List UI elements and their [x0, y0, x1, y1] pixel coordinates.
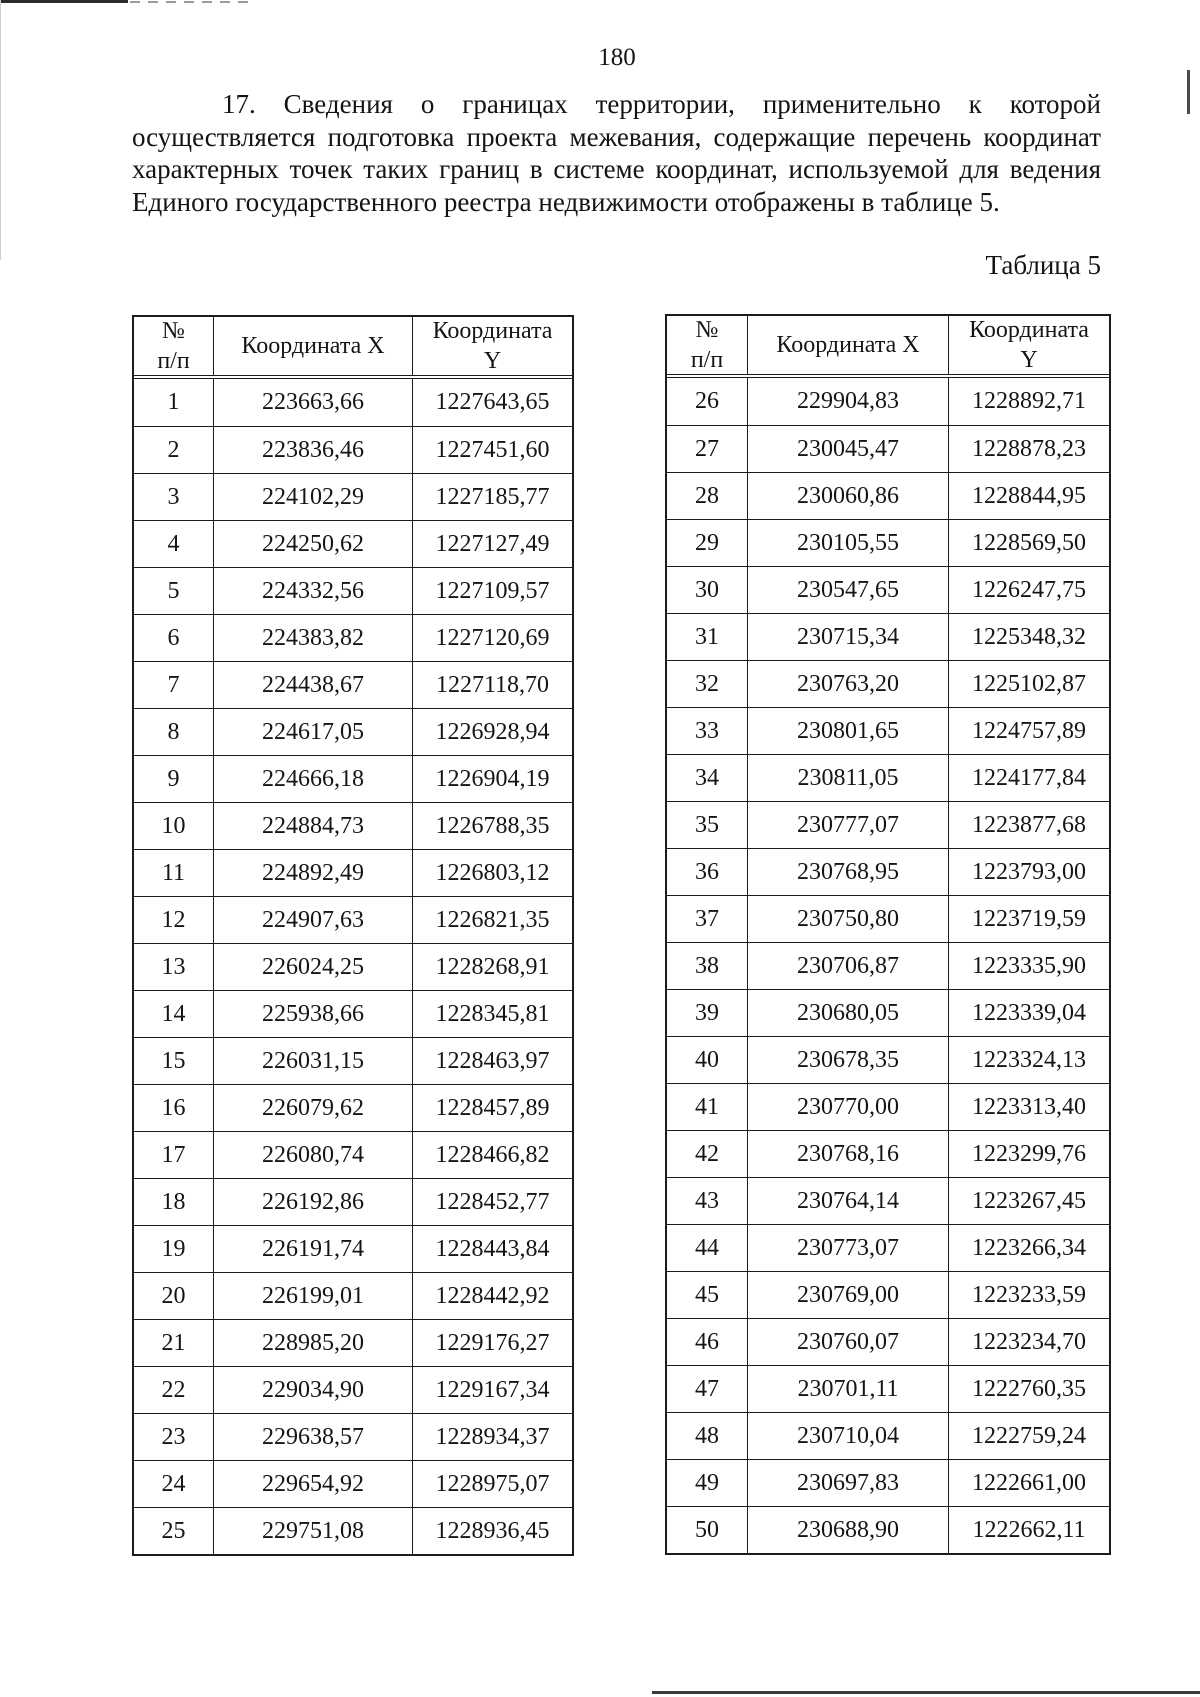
- coordinate-x-cell: 230801,65: [747, 708, 948, 754]
- point-number-cell: 7: [167, 671, 180, 698]
- point-number-cell: 19: [161, 1235, 186, 1262]
- coordinate-x-cell: 230768,95: [747, 849, 948, 895]
- coordinate-x-cell: 230773,07: [747, 1225, 948, 1271]
- table-row: [667, 754, 1109, 801]
- coordinate-x-cell: 226192,86: [213, 1179, 412, 1225]
- coordinate-x-cell: 224892,49: [213, 850, 412, 896]
- coordinate-x-cell: 224617,05: [213, 709, 412, 755]
- coordinate-x-cell: 230105,55: [747, 520, 948, 566]
- coordinate-y-cell: 1227127,49: [412, 521, 572, 567]
- header-text: Координата X: [241, 333, 385, 359]
- coordinate-y-cell: 1228443,84: [412, 1226, 572, 1272]
- table-row: [667, 519, 1109, 566]
- point-number-cell: 48: [695, 1422, 719, 1449]
- coordinate-y-cell: 1228345,81: [412, 991, 572, 1037]
- point-number-cell: 38: [695, 952, 719, 979]
- table-row: [667, 472, 1109, 519]
- point-number-cell: 28: [695, 482, 719, 509]
- table-row: [134, 1084, 572, 1131]
- coordinate-x-cell: 229751,08: [213, 1508, 412, 1554]
- coordinate-x-cell: 230701,11: [747, 1366, 948, 1412]
- point-number-cell: 2: [167, 436, 180, 463]
- header-text: Y: [1020, 347, 1038, 373]
- coordinate-y-cell: 1227643,65: [412, 379, 572, 426]
- coordinate-y-cell: 1223267,45: [948, 1178, 1109, 1224]
- coordinate-y-cell: 1228442,92: [412, 1273, 572, 1319]
- coordinate-x-cell: 228985,20: [213, 1320, 412, 1366]
- coordinate-y-cell: 1222662,11: [948, 1507, 1109, 1553]
- coordinate-y-cell: 1228934,37: [412, 1414, 572, 1460]
- coordinate-x-cell: 224907,63: [213, 897, 412, 943]
- header-coordinate-y: [412, 317, 572, 375]
- coordinate-x-cell: 226024,25: [213, 944, 412, 990]
- coordinate-x-cell: 230697,83: [747, 1460, 948, 1506]
- coordinate-y-cell: 1223324,13: [948, 1037, 1109, 1083]
- table-row: [667, 707, 1109, 754]
- coordinate-x-cell: 230547,65: [747, 567, 948, 613]
- point-number-cell: 37: [695, 905, 719, 932]
- coordinate-y-cell: 1228936,45: [412, 1508, 572, 1554]
- table-row: [134, 1131, 572, 1178]
- point-number-cell: 31: [695, 623, 719, 650]
- point-number-cell: 6: [167, 624, 180, 651]
- header-point-number: [134, 317, 213, 375]
- table-row: [134, 1460, 572, 1507]
- coordinate-x-cell: 226080,74: [213, 1132, 412, 1178]
- table-row: [134, 614, 572, 661]
- coordinate-y-cell: 1228466,82: [412, 1132, 572, 1178]
- point-number-cell: 8: [167, 718, 180, 745]
- coordinate-y-cell: 1227451,60: [412, 427, 572, 473]
- table-row: [134, 708, 572, 755]
- table-row: [134, 661, 572, 708]
- coordinate-y-cell: 1226788,35: [412, 803, 572, 849]
- point-number-cell: 9: [167, 765, 180, 792]
- coordinate-x-cell: 230763,20: [747, 661, 948, 707]
- table-row: [134, 1413, 572, 1460]
- header-coordinate-x: [747, 316, 948, 374]
- coordinate-x-cell: 229904,83: [747, 378, 948, 425]
- coordinate-y-cell: 1225348,32: [948, 614, 1109, 660]
- table-row: [667, 1412, 1109, 1459]
- table-row: [134, 1178, 572, 1225]
- point-number-cell: 17: [161, 1141, 186, 1168]
- header-text: Y: [483, 348, 502, 374]
- coordinate-y-cell: 1223339,04: [948, 990, 1109, 1036]
- table-row: [134, 520, 572, 567]
- paragraph-line: характерных точек таких границ в системе координат, используемой для ведения: [132, 154, 1101, 184]
- table-row: [667, 801, 1109, 848]
- point-number-cell: 22: [161, 1376, 186, 1403]
- point-number-cell: 50: [695, 1516, 719, 1543]
- table-row: [667, 660, 1109, 707]
- coordinate-x-cell: 229654,92: [213, 1461, 412, 1507]
- coordinate-y-cell: 1223877,68: [948, 802, 1109, 848]
- header-coordinate-x: [213, 317, 412, 375]
- point-number-cell: 44: [695, 1234, 719, 1261]
- coordinate-x-cell: 230750,80: [747, 896, 948, 942]
- coordinate-y-cell: 1225102,87: [948, 661, 1109, 707]
- table-row: [134, 1366, 572, 1413]
- coordinates-table-right: [665, 314, 1111, 1555]
- point-number-cell: 11: [161, 859, 186, 886]
- point-number-cell: 24: [161, 1470, 186, 1497]
- table-row: [134, 990, 572, 1037]
- coordinate-y-cell: 1227120,69: [412, 615, 572, 661]
- point-number-cell: 39: [695, 999, 719, 1026]
- point-number-cell: 42: [695, 1140, 719, 1167]
- table-row: [667, 1459, 1109, 1506]
- table-row: [134, 426, 572, 473]
- point-number-cell: 26: [695, 388, 719, 414]
- table-row: [134, 473, 572, 520]
- coordinate-y-cell: 1228892,71: [948, 378, 1109, 425]
- coordinate-y-cell: 1223266,34: [948, 1225, 1109, 1271]
- table-row: [667, 989, 1109, 1036]
- table-row: [667, 1271, 1109, 1318]
- coordinate-y-cell: 1228457,89: [412, 1085, 572, 1131]
- point-number-cell: 20: [161, 1282, 186, 1309]
- coordinate-y-cell: 1226904,19: [412, 756, 572, 802]
- table-header-row: [134, 317, 572, 379]
- point-number-cell: 18: [161, 1188, 186, 1215]
- header-text: №: [162, 318, 185, 344]
- coordinate-y-cell: 1226247,75: [948, 567, 1109, 613]
- coordinate-x-cell: 223663,66: [213, 379, 412, 426]
- point-number-cell: 5: [167, 577, 180, 604]
- paragraph-line: осуществляется подготовка проекта межевания, содержащие перечень координат: [132, 121, 1101, 152]
- point-number-cell: 10: [161, 812, 186, 839]
- point-number-cell: 13: [161, 953, 186, 980]
- table-row: [134, 755, 572, 802]
- coordinate-y-cell: 1224177,84: [948, 755, 1109, 801]
- point-number-cell: 49: [695, 1469, 719, 1496]
- point-number-cell: 45: [695, 1281, 719, 1308]
- scan-edge-mark: [652, 1691, 1200, 1694]
- point-number-cell: 34: [695, 764, 719, 791]
- table-row: [134, 849, 572, 896]
- scan-edge-mark: [0, 0, 1, 260]
- point-number-cell: 15: [161, 1047, 186, 1074]
- coordinate-y-cell: 1222759,24: [948, 1413, 1109, 1459]
- point-number-cell: 14: [161, 1000, 186, 1027]
- coordinate-y-cell: 1226803,12: [412, 850, 572, 896]
- table-row: [134, 802, 572, 849]
- scan-edge-mark: [0, 0, 128, 3]
- table-caption: Таблица 5: [985, 250, 1101, 280]
- table-row: [667, 848, 1109, 895]
- point-number-cell: 29: [695, 529, 719, 556]
- coordinate-x-cell: 230680,05: [747, 990, 948, 1036]
- coordinate-x-cell: 226199,01: [213, 1273, 412, 1319]
- point-number-cell: 36: [695, 858, 719, 885]
- coordinate-y-cell: 1227118,70: [412, 662, 572, 708]
- point-number-cell: 43: [695, 1187, 719, 1214]
- coordinate-x-cell: 229034,90: [213, 1367, 412, 1413]
- coordinate-y-cell: 1228975,07: [412, 1461, 572, 1507]
- point-number-cell: 1: [167, 389, 180, 415]
- coordinate-y-cell: 1227185,77: [412, 474, 572, 520]
- coordinate-x-cell: 226079,62: [213, 1085, 412, 1131]
- table-row: [134, 567, 572, 614]
- coordinate-x-cell: 230710,04: [747, 1413, 948, 1459]
- scan-edge-mark: [1187, 70, 1190, 114]
- table-row: [667, 1224, 1109, 1271]
- table-row: [667, 1130, 1109, 1177]
- coordinate-x-cell: 223836,46: [213, 427, 412, 473]
- coordinate-y-cell: 1223793,00: [948, 849, 1109, 895]
- header-text: п/п: [690, 347, 724, 373]
- point-number-cell: 30: [695, 576, 719, 603]
- coordinate-y-cell: 1228569,50: [948, 520, 1109, 566]
- coordinate-x-cell: 224332,56: [213, 568, 412, 614]
- table-row: [134, 1225, 572, 1272]
- coordinate-x-cell: 230764,14: [747, 1178, 948, 1224]
- table-row: [134, 896, 572, 943]
- coordinate-x-cell: 230768,16: [747, 1131, 948, 1177]
- coordinate-x-cell: 230811,05: [747, 755, 948, 801]
- coordinate-y-cell: 1226928,94: [412, 709, 572, 755]
- coordinate-y-cell: 1228268,91: [412, 944, 572, 990]
- coordinate-x-cell: 224438,67: [213, 662, 412, 708]
- point-number-cell: 4: [167, 530, 180, 557]
- coordinate-y-cell: 1223299,76: [948, 1131, 1109, 1177]
- paragraph-line: 17. Сведения о границах территории, применительно к которой: [222, 89, 1101, 119]
- table-header-row: [667, 316, 1109, 378]
- table-row: [134, 1319, 572, 1366]
- table-row: [667, 1318, 1109, 1365]
- coordinate-y-cell: 1224757,89: [948, 708, 1109, 754]
- coordinate-x-cell: 226191,74: [213, 1226, 412, 1272]
- coordinate-x-cell: 230770,00: [747, 1084, 948, 1130]
- paragraph-line: Единого государственного реестра недвижимости отображены в таблице 5.: [132, 186, 1000, 217]
- header-text: Координата: [432, 318, 553, 344]
- coordinate-y-cell: 1229167,34: [412, 1367, 572, 1413]
- coordinates-table-left: [132, 315, 574, 1556]
- table-body: [667, 378, 1109, 1553]
- coordinate-y-cell: 1226821,35: [412, 897, 572, 943]
- coordinate-x-cell: 230688,90: [747, 1507, 948, 1553]
- table-row: [667, 1177, 1109, 1224]
- table-body: [134, 379, 572, 1554]
- coordinate-y-cell: 1223234,70: [948, 1319, 1109, 1365]
- page-number: 180: [598, 44, 636, 71]
- table-row: [134, 1272, 572, 1319]
- point-number-cell: 27: [695, 435, 719, 462]
- coordinate-y-cell: 1223313,40: [948, 1084, 1109, 1130]
- table-row: [667, 1365, 1109, 1412]
- coordinate-x-cell: 224383,82: [213, 615, 412, 661]
- coordinate-x-cell: 230678,35: [747, 1037, 948, 1083]
- coordinate-y-cell: 1228844,95: [948, 473, 1109, 519]
- point-number-cell: 3: [167, 483, 180, 510]
- coordinate-x-cell: 224884,73: [213, 803, 412, 849]
- header-text: Координата: [969, 317, 1089, 343]
- table-row: [134, 943, 572, 990]
- coordinate-x-cell: 229638,57: [213, 1414, 412, 1460]
- point-number-cell: 46: [695, 1328, 719, 1355]
- coordinate-x-cell: 224666,18: [213, 756, 412, 802]
- coordinate-x-cell: 224102,29: [213, 474, 412, 520]
- table-row: [667, 378, 1109, 425]
- table-row: [667, 1083, 1109, 1130]
- coordinate-x-cell: 224250,62: [213, 521, 412, 567]
- coordinate-x-cell: 225938,66: [213, 991, 412, 1037]
- scan-edge-mark: [130, 1, 255, 3]
- point-number-cell: 25: [161, 1517, 186, 1544]
- coordinate-y-cell: 1222760,35: [948, 1366, 1109, 1412]
- coordinate-y-cell: 1229176,27: [412, 1320, 572, 1366]
- coordinate-y-cell: 1223233,59: [948, 1272, 1109, 1318]
- header-text: п/п: [157, 348, 190, 374]
- coordinate-y-cell: 1227109,57: [412, 568, 572, 614]
- table-row: [134, 379, 572, 426]
- coordinate-x-cell: 230060,86: [747, 473, 948, 519]
- coordinate-y-cell: 1228452,77: [412, 1179, 572, 1225]
- table-row: [667, 566, 1109, 613]
- table-row: [134, 1037, 572, 1084]
- point-number-cell: 40: [695, 1046, 719, 1073]
- table-row: [667, 942, 1109, 989]
- point-number-cell: 23: [161, 1423, 186, 1450]
- coordinate-y-cell: 1223719,59: [948, 896, 1109, 942]
- coordinate-y-cell: 1228878,23: [948, 426, 1109, 472]
- table-row: [667, 613, 1109, 660]
- coordinate-x-cell: 230715,34: [747, 614, 948, 660]
- coordinate-y-cell: 1223335,90: [948, 943, 1109, 989]
- point-number-cell: 33: [695, 717, 719, 744]
- point-number-cell: 47: [695, 1375, 719, 1402]
- point-number-cell: 16: [161, 1094, 186, 1121]
- table-row: [667, 1506, 1109, 1553]
- table-row: [667, 425, 1109, 472]
- section-17-paragraph: [132, 88, 1101, 218]
- table-row: [667, 1036, 1109, 1083]
- coordinate-x-cell: 230769,00: [747, 1272, 948, 1318]
- point-number-cell: 41: [695, 1093, 719, 1120]
- coordinate-x-cell: 226031,15: [213, 1038, 412, 1084]
- point-number-cell: 32: [695, 670, 719, 697]
- point-number-cell: 12: [161, 906, 186, 933]
- coordinate-x-cell: 230760,07: [747, 1319, 948, 1365]
- header-coordinate-y: [948, 316, 1109, 374]
- coordinate-x-cell: 230706,87: [747, 943, 948, 989]
- table-row: [134, 1507, 572, 1554]
- coordinate-y-cell: 1222661,00: [948, 1460, 1109, 1506]
- coordinate-x-cell: 230777,07: [747, 802, 948, 848]
- header-point-number: [667, 316, 747, 374]
- point-number-cell: 21: [161, 1329, 186, 1356]
- header-text: Координата X: [776, 332, 920, 358]
- point-number-cell: 35: [695, 811, 719, 838]
- header-text: №: [695, 317, 719, 343]
- coordinate-x-cell: 230045,47: [747, 426, 948, 472]
- coordinate-y-cell: 1228463,97: [412, 1038, 572, 1084]
- table-row: [667, 895, 1109, 942]
